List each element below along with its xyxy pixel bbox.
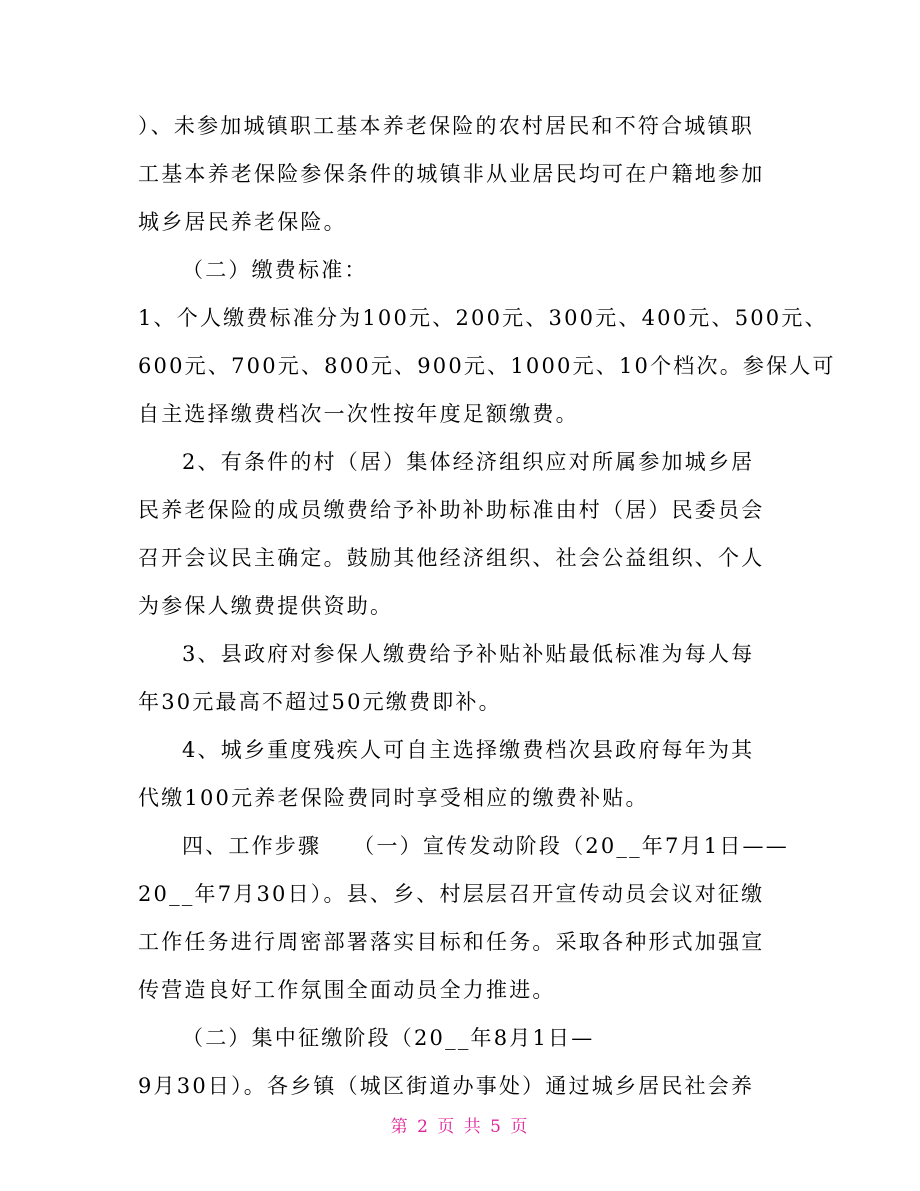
text-line: 4、城乡重度残疾人可自主选择缴费档次县政府每年为其 — [182, 738, 755, 762]
text-line: 自主选择缴费档次一次性按年度足额缴费。 — [138, 402, 579, 426]
text-line: ）、未参加城镇职工基本养老保险的农村居民和不符合城镇职 — [138, 114, 754, 138]
page-number-footer: 第 2 页 共 5 页 — [390, 1117, 530, 1137]
text-line: 600元、700元、800元、900元、1000元、10个档次。参保人可 — [138, 354, 836, 378]
text-line: 工作任务进行周密部署落实目标和任务。采取各种形式加强宣 — [138, 930, 765, 954]
text-line: 年30元最高不超过50元缴费即补。 — [138, 690, 502, 714]
document-body — [138, 102, 836, 1110]
text-line: 召开会议民主确定。鼓励其他经济组织、社会公益组织、个人 — [138, 546, 765, 570]
section-heading: 四、工作步骤 （一）宣传发动阶段（20__年7月1日—— — [182, 834, 789, 858]
text-line: 2、有条件的村（居）集体经济组织应对所属参加城乡居 — [182, 450, 755, 474]
text-line: 9月30日）。各乡镇（城区街道办事处）通过城乡居民社会养 — [138, 1074, 755, 1098]
text-line: 城乡居民养老保险。 — [138, 210, 347, 234]
text-line: 传营造良好工作氛围全面动员全力推进。 — [138, 978, 556, 1002]
text-line: 代缴100元养老保险费同时享受相应的缴费补贴。 — [138, 786, 649, 810]
section-heading: （二）集中征缴阶段（20__年8月1日— — [182, 1026, 595, 1050]
text-line: 3、县政府对参保人缴费给予补贴补贴最低标准为每人每 — [182, 642, 755, 666]
text-line: 工基本养老保险参保条件的城镇非从业居民均可在户籍地参加 — [138, 162, 765, 186]
text-line: 民养老保险的成员缴费给予补助补助标准由村（居）民委员会 — [138, 498, 765, 522]
text-line: 20__年7月30日）。县、乡、村层层召开宣传动员会议对征缴 — [138, 882, 765, 906]
text-line: 为参保人缴费提供资助。 — [138, 594, 394, 618]
text-line: 1、个人缴费标准分为100元、200元、300元、400元、500元、 — [138, 306, 828, 330]
section-heading: （二）缴费标准： — [182, 258, 368, 282]
